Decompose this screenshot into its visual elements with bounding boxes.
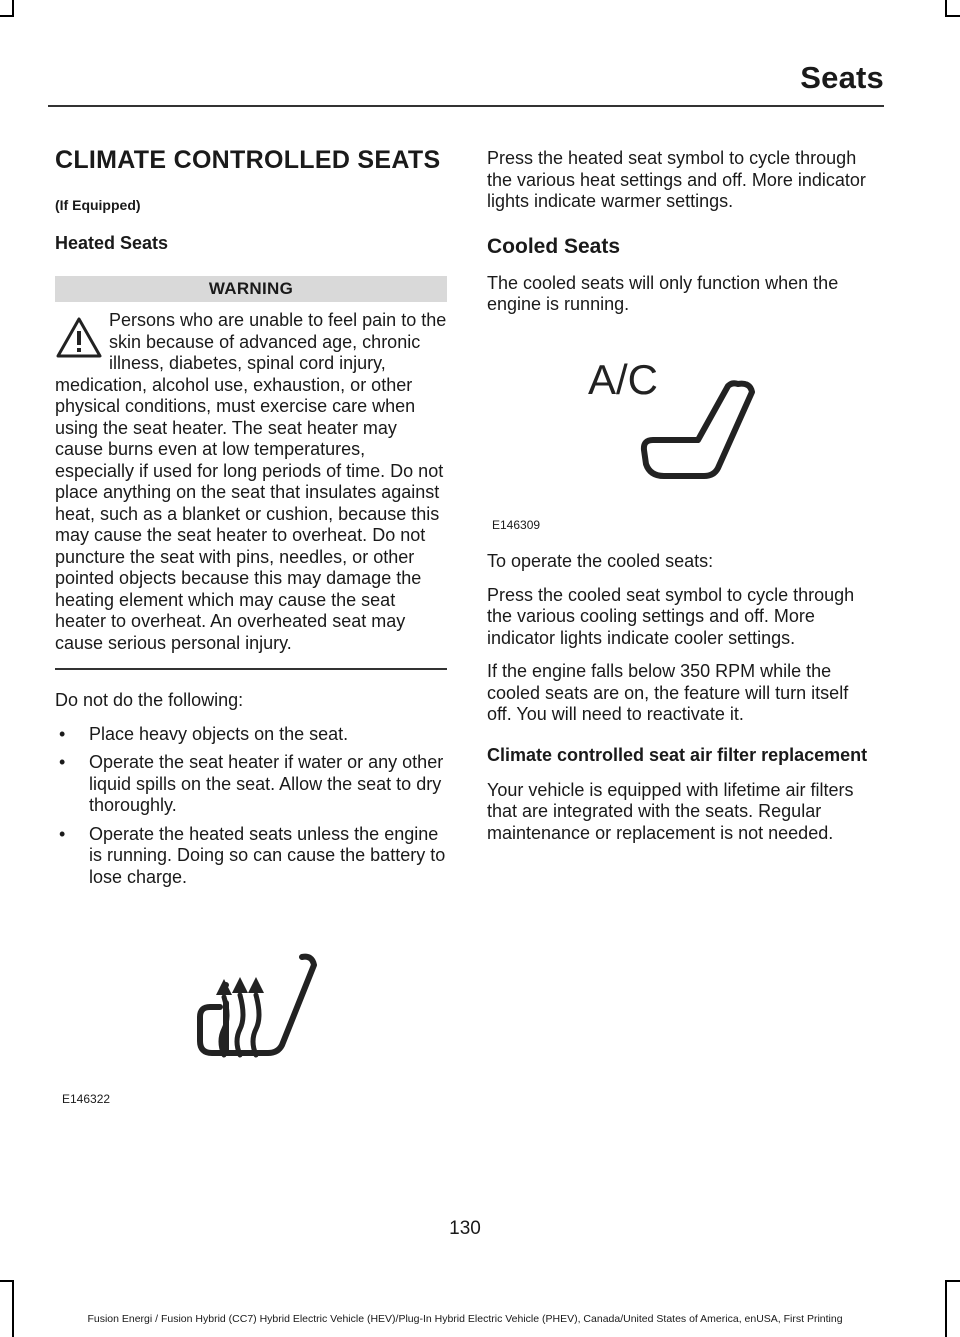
heated-seat-icon [190, 945, 325, 1065]
list-item: • Operate the heated seats unless the engine is running. Doing so can cause the battery to lose charge. [59, 823, 446, 887]
footer-text: Fusion Energi / Fusion Hybrid (CC7) Hybrid Electric Vehicle (HEV)/Plug-In Hybrid Electric Vehicle (PHEV), Canada/United States of America, enUSA, First Printing [87, 1313, 843, 1325]
left-column [55, 140, 447, 895]
figure-label: E146309 [492, 518, 541, 532]
header-rule [48, 105, 884, 107]
right-column-lower [487, 551, 875, 856]
crop-mark [945, 1280, 960, 1282]
warning-box [55, 302, 447, 654]
intro-text: Do not do the following: [55, 690, 244, 710]
page-number: 130 [449, 1218, 481, 1239]
rpm-text: If the engine falls below 350 RPM while the cooled seats are on, the feature will turn itself off. You will need to reactivate it. [487, 661, 849, 724]
air-filter-text: Your vehicle is equipped with lifetime air filters that are integrated with the seats. Regular maintenance or replacement is not needed. [487, 779, 854, 843]
cooled-cycle-text: Press the cooled seat symbol to cycle through the various cooling settings and off. More indicator lights indicate cooler settings. [487, 584, 855, 648]
ac-label: A/C [588, 356, 659, 403]
crop-mark [0, 15, 14, 17]
air-filter-heading: Climate controlled seat air filter replacement [487, 744, 868, 765]
list-item: • Operate the seat heater if water or any other liquid spills on the seat. Allow the seat to dry thoroughly. [59, 752, 444, 815]
crop-mark [945, 15, 960, 17]
heated-seats-heading: Heated Seats [55, 233, 169, 253]
cooled-operate-intro: To operate the cooled seats: [487, 551, 714, 571]
page-header-title: Seats [800, 60, 884, 95]
warning-triangle-icon [55, 316, 103, 360]
crop-mark [12, 1280, 14, 1337]
heated-cycle-text: Press the heated seat symbol to cycle through the various heat settings and off. More indicator lights indicate warmer settings. [487, 148, 866, 211]
right-column [487, 140, 875, 328]
section-title: CLIMATE CONTROLLED SEATS [55, 146, 441, 174]
warning-label: WARNING [55, 276, 447, 302]
warning-end-rule [55, 654, 447, 670]
cooled-seat-icon [588, 350, 764, 485]
if-equipped-note: (If Equipped) [55, 197, 141, 213]
figure-label: E146322 [62, 1092, 111, 1106]
cooled-engine-text: The cooled seats will only function when the engine is running. [487, 272, 839, 314]
caution-list [55, 724, 447, 889]
list-item: • Place heavy objects on the seat. [59, 723, 349, 744]
crop-mark [0, 1280, 14, 1282]
warning-text: Persons who are unable to feel pain to the skin because of advanced age, chronic illness, diabetes, spinal cord injury, medication, alcohol use, exhaustion, or other physical conditions, must exercise care when using the seat heater. The seat heater may cause burns even at low temperatures, especially if used for long periods of time. Do not place anything on the seat that insulates against heat, such as a blanket or cushion, because this may cause the seat heater to overheat. Do not puncture the seat with pins, needles, or other pointed objects because this may damage the heating element which may cause the seat heater to overheat. An overheated seat may cause serious personal injury. [55, 310, 447, 653]
cooled-seats-heading: Cooled Seats [487, 234, 621, 258]
crop-mark [945, 1280, 947, 1337]
